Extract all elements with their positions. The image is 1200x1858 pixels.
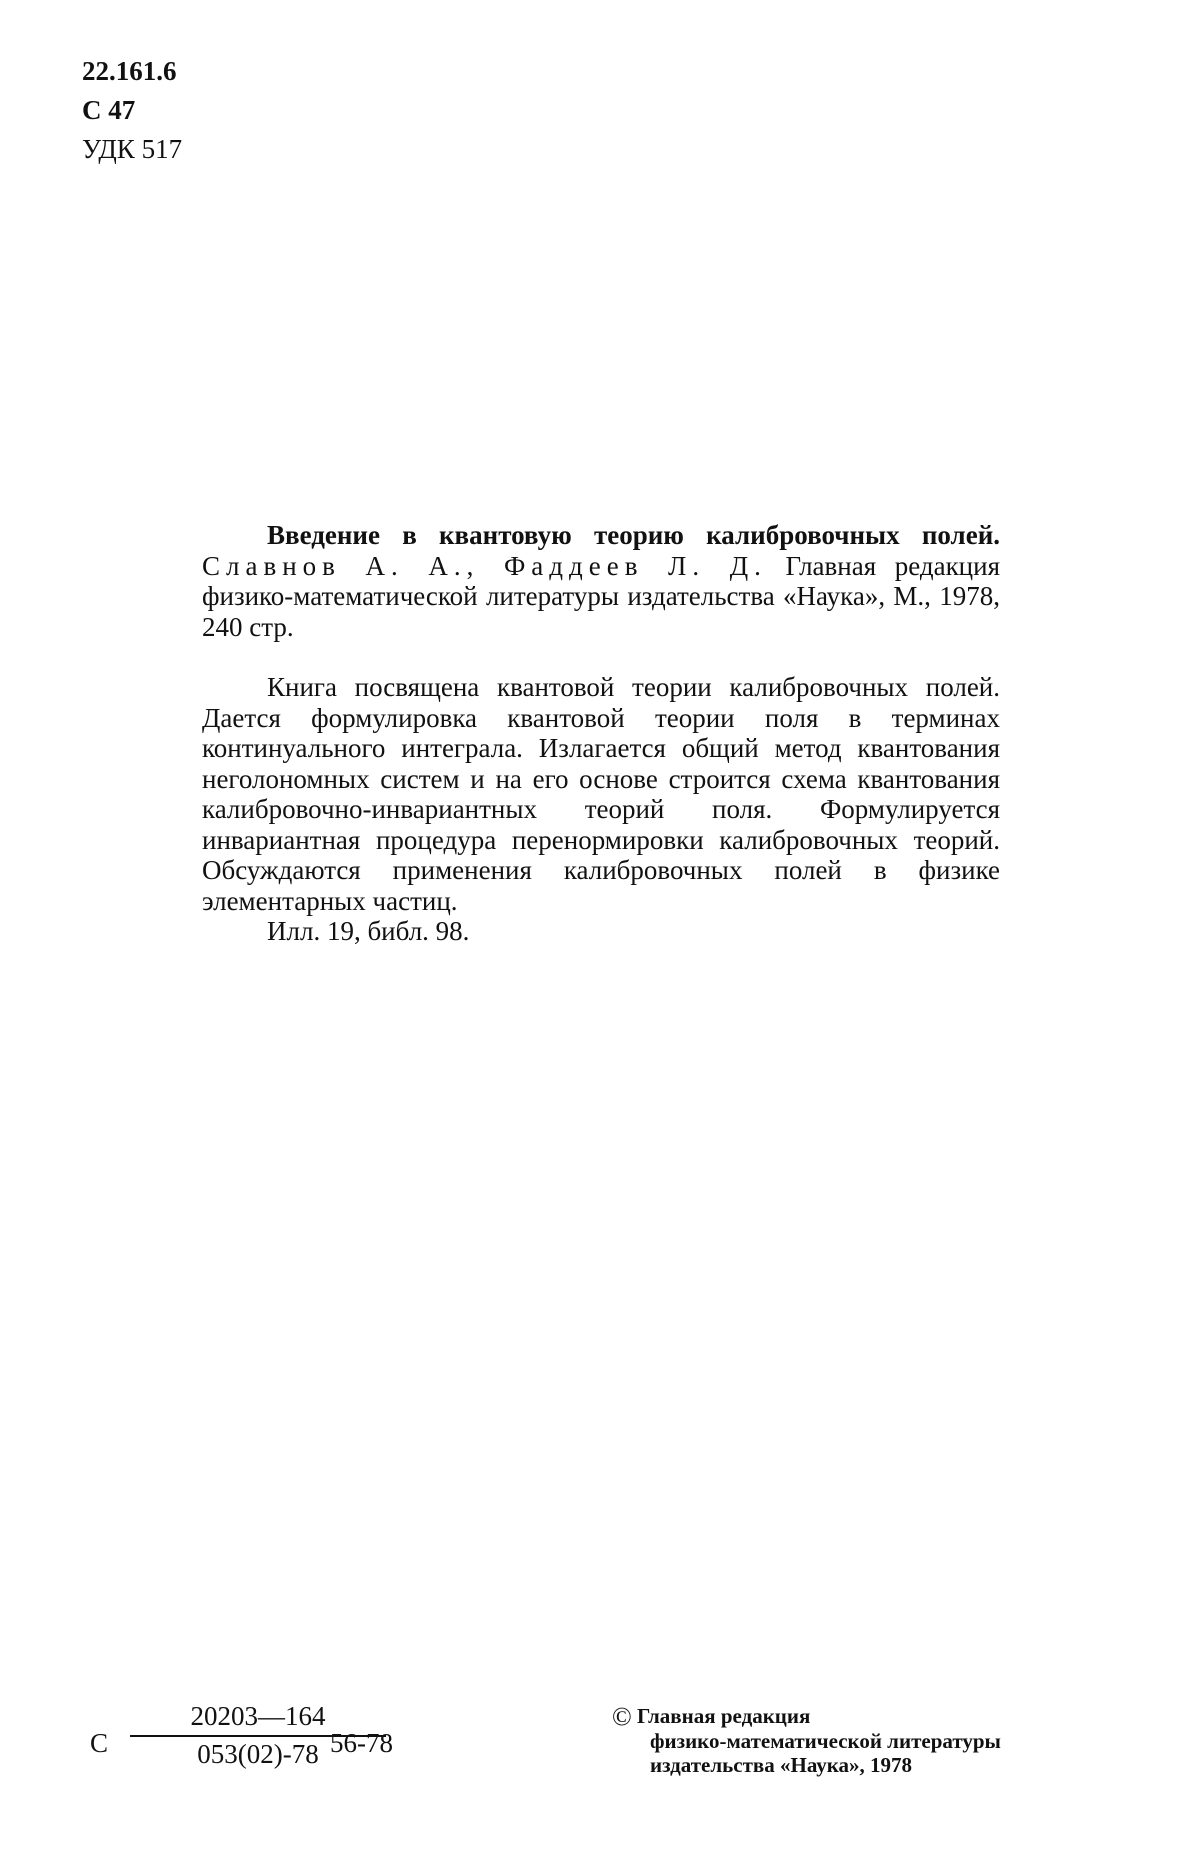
book-title: Введение в квантовую теорию калибровочных полей. — [267, 520, 1000, 550]
annotation-card — [202, 520, 1000, 947]
catalog-code — [90, 1700, 440, 1790]
abstract-text: Книга посвящена квантовой теории калибровочных полей. Дается формулировка квантовой теории поля в терминах континуального интеграла. Излагается общий метод квантования неголономных систем и на его основе строится схема квантования калибровочно-инвариантных теорий поля. Формулируется инвариантная процедура перенормировки калибровочных теорий. Обсуждаются применения калибровочных полей в физике элементарных частиц. — [202, 672, 1000, 916]
catalog-denominator: 053(02)-78 — [197, 1739, 319, 1769]
bbk-index: 22.161.6 — [82, 56, 177, 86]
catalog-numerator: 20203—164 — [130, 1700, 386, 1737]
author-mark: С 47 — [82, 95, 136, 125]
copyright-line-1: Главная редакция — [637, 1704, 811, 1728]
catalog-price-code: 56-78 — [330, 1728, 393, 1758]
book-authors: Славнов А. А., Фаддеев Л. Д. — [202, 550, 767, 581]
publisher-info: Главная редакция физико-математической литературы издательства «Наука», М., 1978, 240 стр. — [202, 550, 1001, 642]
illustrations-count: Илл. 19, библ. 98. — [267, 916, 470, 946]
copyright-line-3: издательства «Наука», 1978 — [650, 1753, 913, 1777]
copyright-notice — [612, 1704, 1001, 1777]
copyright-icon: © — [612, 1702, 632, 1731]
catalog-letter: С — [90, 1728, 109, 1758]
copyright-line-2: физико-математической литературы — [650, 1729, 1001, 1753]
library-classification — [82, 52, 182, 169]
udc-index: УДК 517 — [82, 134, 183, 164]
bibliographic-entry — [202, 520, 1000, 642]
